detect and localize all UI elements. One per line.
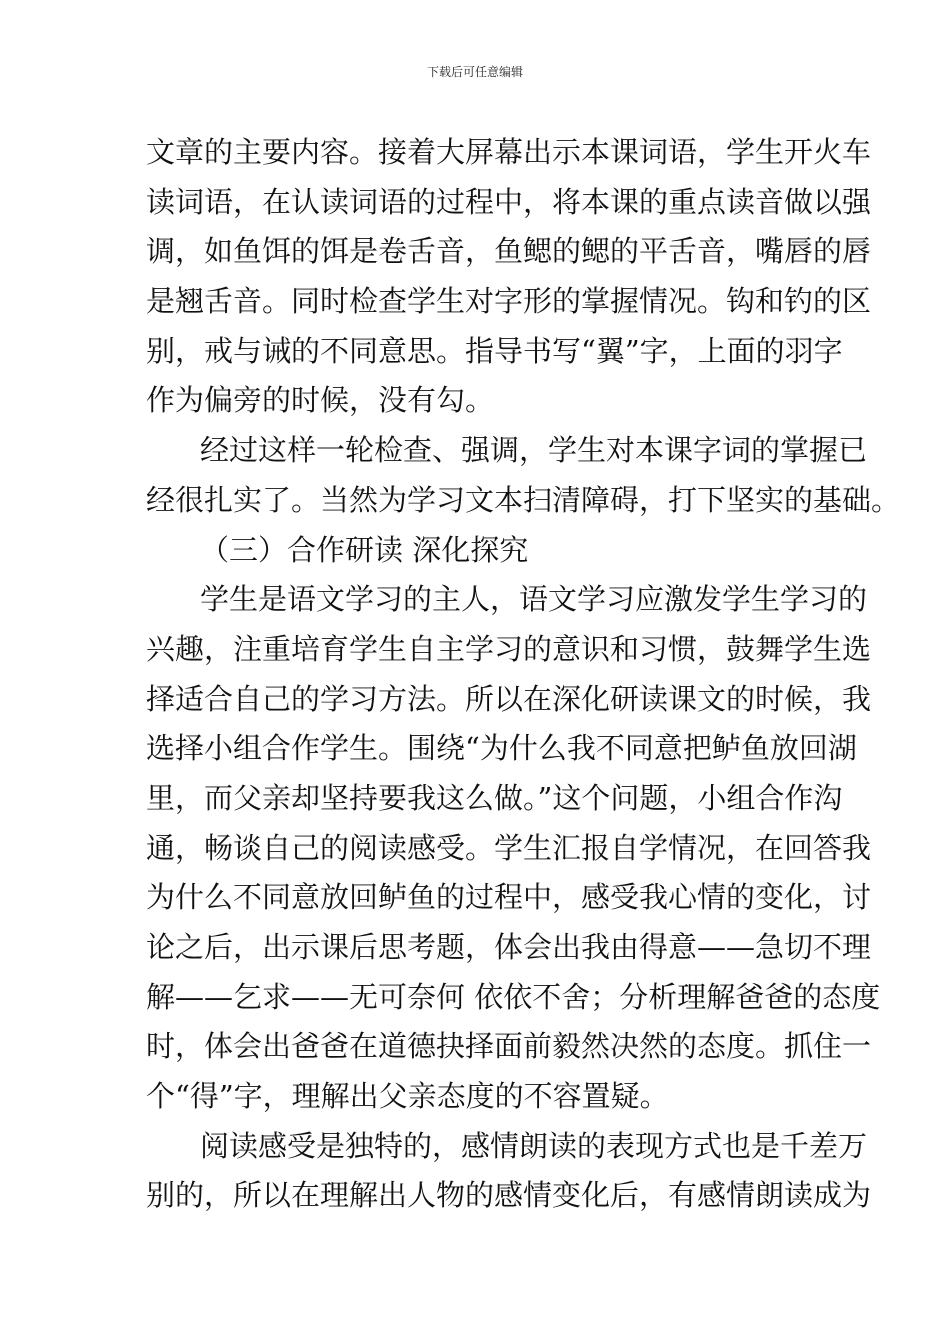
text-line: 调，如鱼饵的饵是卷舌音，鱼鳃的鳃的平舌音，嘴唇的唇 [146, 234, 872, 269]
section-heading: （三）合作研读 深化探究 [200, 532, 529, 567]
text-line: 解——乞求——无可奈何 依依不舍；分析理解爸爸的态度 [146, 979, 881, 1014]
text-line: 学生是语文学习的主人，语文学习应激发学生学习的 [200, 582, 868, 617]
text-line: 作为偏旁的时候，没有勾。 [146, 383, 495, 418]
body-text [146, 128, 901, 1221]
text-line: 个“得”字，理解出父亲态度的不容置疑。 [146, 1079, 669, 1114]
text-line: 经过这样一轮检查、强调，学生对本课字词的掌握已 [200, 433, 868, 468]
text-line: 时，体会出爸爸在道德抉择面前毅然决然的态度。抓住一 [146, 1029, 872, 1064]
text-line: 通，畅谈自己的阅读感受。学生汇报自学情况，在回答我 [146, 830, 872, 865]
page-header: 下载后可任意编辑 [426, 65, 523, 79]
text-line: 兴趣，注重培育学生自主学习的意识和习惯，鼓舞学生选 [146, 631, 872, 666]
text-line: 论之后，出示课后思考题，体会出我由得意——急切不理 [146, 930, 872, 964]
text-line: 别的，所以在理解出人物的感情变化后，有感情朗读成为 [146, 1178, 872, 1213]
text-line: 经很扎实了。当然为学习文本扫清障碍，打下坚实的基础。 [146, 482, 901, 517]
text-line: 里，而父亲却坚持要我这么做。”这个问题，小组合作沟 [146, 780, 843, 815]
text-line: 是翘舌音。同时检查学生对字形的掌握情况。钩和钓的区 [146, 284, 872, 319]
text-line: 文章的主要内容。接着大屏幕出示本课词语，学生开火车 [146, 135, 872, 169]
text-line: 为什么不同意放回鲈鱼的过程中，感受我心情的变化，讨 [146, 880, 872, 915]
text-line: 别，戒与诫的不同意思。指导书写“翼”字，上面的羽字 [146, 333, 843, 368]
text-line: 选择小组合作学生。围绕“为什么我不同意把鲈鱼放回湖 [146, 731, 857, 766]
text-line: 读词语，在认读词语的过程中，将本课的重点读音做以强 [146, 184, 872, 219]
text-line: 择适合自己的学习方法。所以在深化研读课文的时候，我 [146, 681, 872, 716]
text-line: 阅读感受是独特的，感情朗读的表现方式也是千差万 [200, 1128, 868, 1163]
